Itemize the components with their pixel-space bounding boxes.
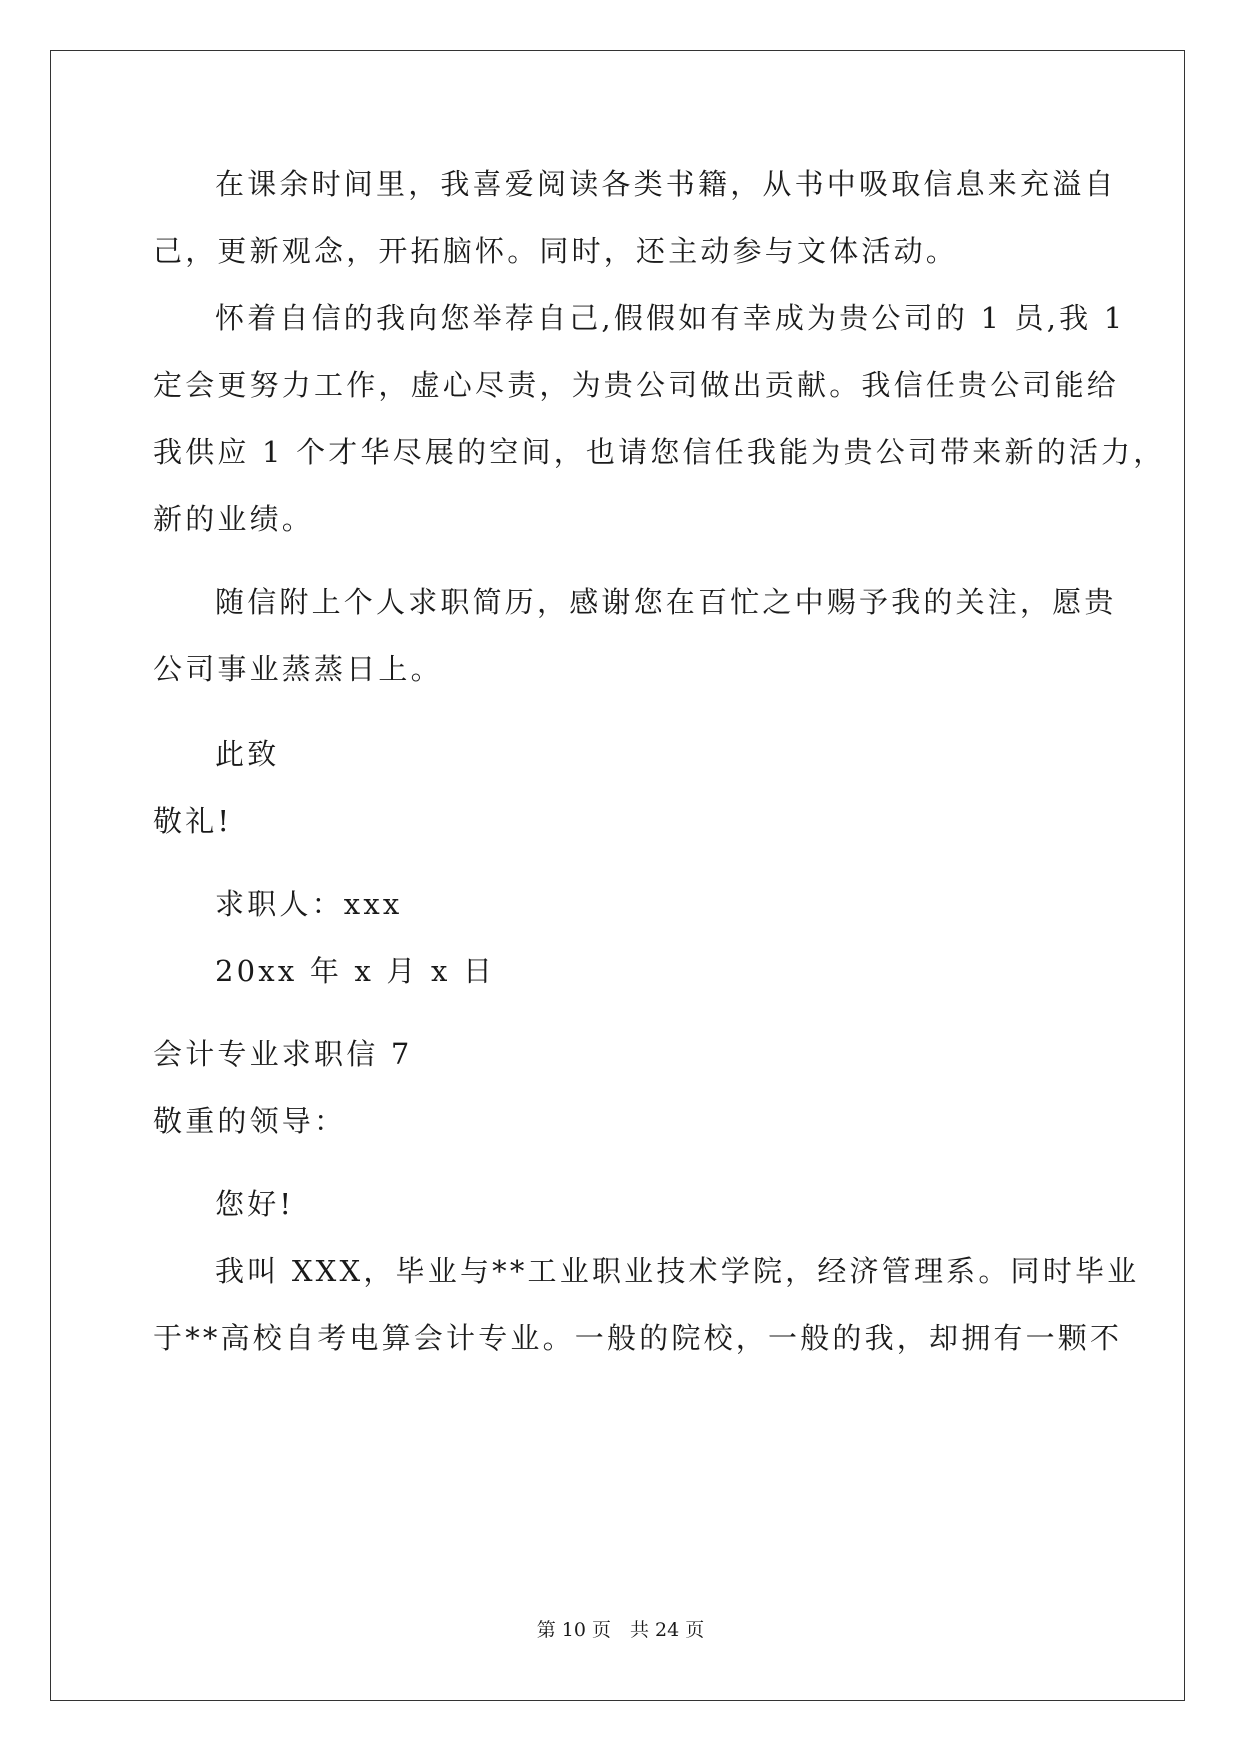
paragraph-line: 新的业绩。 bbox=[153, 502, 315, 536]
closing-salutation: 此致 bbox=[215, 737, 280, 771]
letter-date: 20xx 年 x 月 x 日 bbox=[215, 954, 496, 988]
paragraph-line: 定会更努力工作，虚心尽责，为贵公司做出贡献。我信任贵公司能给 bbox=[153, 368, 1120, 402]
paragraph-line: 我供应 1 个才华尽展的空间，也请您信任我能为贵公司带来新的活力， bbox=[153, 435, 1166, 469]
letter-hello: 您好! bbox=[215, 1187, 295, 1221]
applicant-signature: 求职人：xxx bbox=[215, 887, 403, 921]
paragraph-line: 在课余时间里，我喜爱阅读各类书籍，从书中吸取信息来充溢自 bbox=[215, 167, 1117, 201]
section-heading: 会计专业求职信 7 bbox=[153, 1037, 413, 1071]
page-number-footer: 第 10 页 共 24 页 bbox=[536, 1619, 705, 1641]
closing-regards: 敬礼! bbox=[153, 804, 233, 838]
letter-greeting: 敬重的领导： bbox=[153, 1104, 347, 1138]
paragraph-line: 于**高校自考电算会计专业。一般的院校，一般的我，却拥有一颗不 bbox=[153, 1321, 1123, 1355]
paragraph-line: 我叫 XXX，毕业与**工业职业技术学院，经济管理系。同时毕业 bbox=[215, 1254, 1140, 1288]
paragraph-line: 怀着自信的我向您举荐自己,假假如有幸成为贵公司的 1 员,我 1 bbox=[215, 301, 1126, 335]
paragraph-line: 己，更新观念，开拓脑怀。同时，还主动参与文体活动。 bbox=[153, 234, 959, 268]
paragraph-line: 随信附上个人求职简历，感谢您在百忙之中赐予我的关注，愿贵 bbox=[215, 585, 1117, 619]
paragraph-line: 公司事业蒸蒸日上。 bbox=[153, 652, 443, 686]
